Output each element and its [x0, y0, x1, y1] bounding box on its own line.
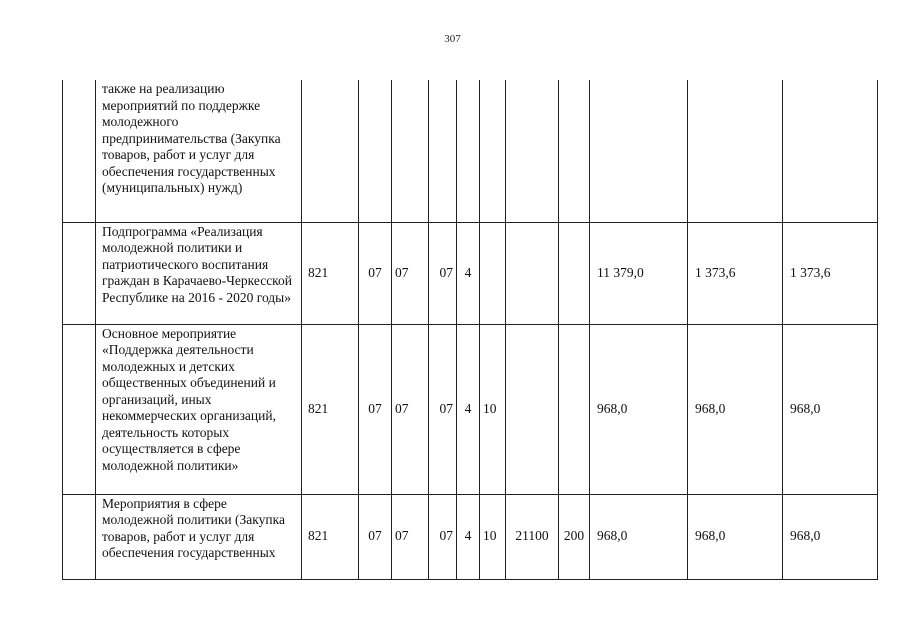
ministry-code-cell — [302, 80, 359, 222]
row-number-cell — [63, 80, 96, 222]
ministry-code-cell: 821 — [302, 222, 359, 324]
budget-table — [62, 80, 878, 580]
subprogram-code-cell: 4 — [457, 324, 480, 494]
section-code-cell: 07 — [359, 222, 392, 324]
main-event-code-cell — [480, 80, 506, 222]
amount-1-cell: 968,0 — [590, 494, 688, 579]
table-row — [63, 80, 878, 222]
table-row — [63, 324, 878, 494]
item-name-cell: также на реализацию мероприятий по поддержке молодежного предпринимательства (Закупка товаров, работ и услуг для обеспечения государственных (муниципальных) нужд) — [96, 80, 302, 222]
amount-1-cell — [590, 80, 688, 222]
subsection-code-cell: 07 — [392, 222, 429, 324]
main-event-code-cell: 10 — [480, 494, 506, 579]
program-code-cell: 07 — [429, 494, 457, 579]
amount-3-cell: 968,0 — [783, 324, 878, 494]
amount-1-cell: 11 379,0 — [590, 222, 688, 324]
ministry-code-cell: 821 — [302, 494, 359, 579]
amount-3-cell: 1 373,6 — [783, 222, 878, 324]
amount-2-cell: 968,0 — [688, 324, 783, 494]
subprogram-code-cell — [457, 80, 480, 222]
item-name-cell: Основное мероприятие «Поддержка деятельности молодежных и детских общественных объединений и организаций, иных некоммерческих организаций, деятельность которых осуществляется в сфере молодежной политики» — [96, 324, 302, 494]
amount-2-cell: 968,0 — [688, 494, 783, 579]
item-name-cell: Мероприятия в сфере молодежной политики (Закупка товаров, работ и услуг для обеспечения государственных — [96, 494, 302, 579]
subprogram-code-cell: 4 — [457, 222, 480, 324]
expense-type-cell — [559, 80, 590, 222]
section-code-cell: 07 — [359, 494, 392, 579]
subsection-code-cell: 07 — [392, 324, 429, 494]
item-name-cell: Подпрограмма «Реализация молодежной политики и патриотического воспитания граждан в Карачаево-Черкесской Республике на 2016 - 2020 годы» — [96, 222, 302, 324]
table-row — [63, 494, 878, 579]
subsection-code-cell: 07 — [392, 494, 429, 579]
table-row — [63, 222, 878, 324]
direction-code-cell — [506, 80, 559, 222]
amount-2-cell — [688, 80, 783, 222]
amount-2-cell: 1 373,6 — [688, 222, 783, 324]
direction-code-cell — [506, 222, 559, 324]
program-code-cell: 07 — [429, 222, 457, 324]
main-event-code-cell — [480, 222, 506, 324]
program-code-cell — [429, 80, 457, 222]
section-code-cell: 07 — [359, 324, 392, 494]
direction-code-cell: 21100 — [506, 494, 559, 579]
amount-1-cell: 968,0 — [590, 324, 688, 494]
amount-3-cell: 968,0 — [783, 494, 878, 579]
main-event-code-cell: 10 — [480, 324, 506, 494]
amount-3-cell — [783, 80, 878, 222]
row-number-cell — [63, 222, 96, 324]
page-number: 307 — [444, 33, 461, 45]
direction-code-cell — [506, 324, 559, 494]
ministry-code-cell: 821 — [302, 324, 359, 494]
program-code-cell: 07 — [429, 324, 457, 494]
section-code-cell — [359, 80, 392, 222]
row-number-cell — [63, 324, 96, 494]
subsection-code-cell — [392, 80, 429, 222]
expense-type-cell: 200 — [559, 494, 590, 579]
expense-type-cell — [559, 222, 590, 324]
subprogram-code-cell: 4 — [457, 494, 480, 579]
expense-type-cell — [559, 324, 590, 494]
row-number-cell — [63, 494, 96, 579]
